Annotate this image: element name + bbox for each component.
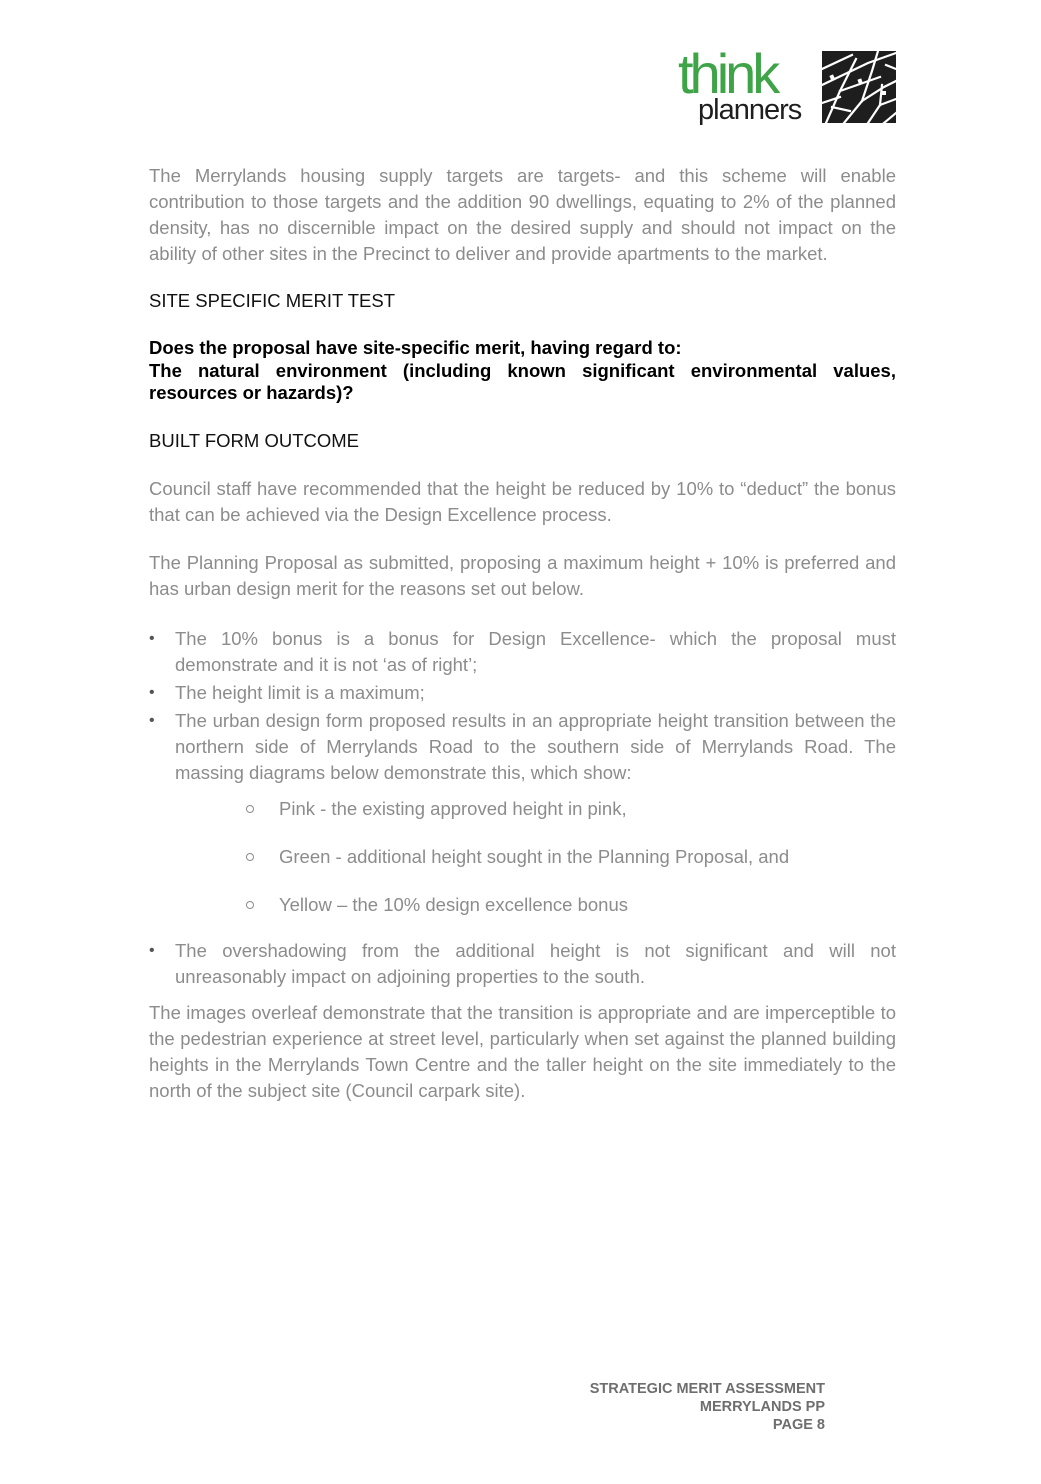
paragraph-housing-supply: The Merrylands housing supply targets are targets- and this scheme will enable contribution to those targets and the addition 90 dwellings, equating to 2% of the planned density, has no discernible impact on the desired supply and should not impact on the ability of other sites in the Precinct to deliver and provide apartments to the market. (149, 165, 896, 264)
document-body (149, 163, 896, 1104)
footer-page-number: PAGE 8 (772, 1417, 825, 1433)
logo-word-think: think (678, 42, 777, 105)
sub-list-item (149, 892, 896, 918)
hollow-circle-bullet-icon (246, 853, 254, 861)
question-site-specific-merit: Does the proposal have site-specific merit, having regard to: (149, 337, 682, 358)
bullet-icon: • (149, 683, 155, 701)
footer-document-title: STRATEGIC MERIT ASSESSMENT (589, 1381, 825, 1397)
list-item (149, 680, 896, 706)
list-item-text: The overshadowing from the additional height is not significant and will not unreasonably impact on adjoining properties to the south. (175, 939, 896, 987)
bullet-icon: • (149, 941, 155, 959)
bullet-icon: • (149, 629, 155, 647)
sub-list-item (149, 844, 896, 870)
bullet-icon: • (149, 711, 155, 729)
paragraph-council-staff: Council staff have recommended that the height be reduced by 10% to “deduct” the bonus that can be achieved via the Design Excellence process. (149, 477, 896, 525)
list-item-text: The urban design form proposed results in an appropriate height transition between the northern side of Merrylands Road to the southern side of Merrylands Road. The massing diagrams below demonstrate this, which show: (175, 709, 896, 783)
question-natural-environment: The natural environment (including known significant environmental values, resources or hazards)? (149, 359, 896, 403)
list-item (149, 938, 896, 990)
massing-colour-list (175, 796, 896, 918)
list-item-text: The height limit is a maximum; (175, 681, 425, 703)
hollow-circle-bullet-icon (246, 901, 254, 909)
list-item-text: The 10% bonus is a bonus for Design Excellence- which the proposal must demonstrate and it is not ‘as of right’; (175, 627, 896, 675)
paragraph-images-overleaf: The images overleaf demonstrate that the transition is appropriate and are imperceptible to the pedestrian experience at street level, particularly when set against the planned building heights in the Merrylands Town Centre and the taller height on the site immediately to the north of the subject site (Council carpark site). (149, 1001, 896, 1101)
page-footer (590, 1380, 825, 1434)
heading-site-specific-merit-test: SITE SPECIFIC MERIT TEST (149, 290, 396, 311)
reasons-list (149, 626, 896, 990)
sub-list-item-text: Yellow – the 10% design excellence bonus (279, 893, 629, 915)
think-planners-logo (672, 44, 902, 134)
sub-list-item-text: Pink - the existing approved height in pink, (279, 797, 627, 819)
logo-word-planners: planners (698, 94, 802, 126)
paragraph-planning-proposal: The Planning Proposal as submitted, proposing a maximum height + 10% is preferred and has urban design merit for the reasons set out below. (149, 551, 896, 599)
sub-list-item (149, 796, 896, 822)
footer-project-name: MERRYLANDS PP (699, 1399, 825, 1415)
street-map-grid-icon (822, 51, 896, 123)
heading-built-form-outcome: BUILT FORM OUTCOME (149, 429, 360, 451)
list-item (149, 626, 896, 678)
hollow-circle-bullet-icon (246, 805, 254, 813)
list-item (149, 708, 896, 918)
sub-list-item-text: Green - additional height sought in the Planning Proposal, and (279, 845, 790, 867)
